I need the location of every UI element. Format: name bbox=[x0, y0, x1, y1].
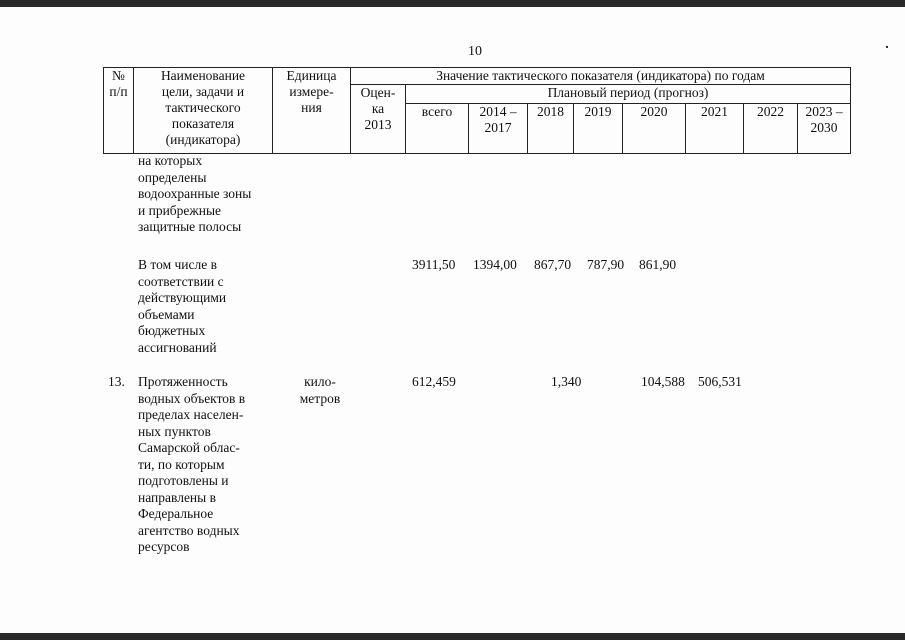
scan-edge-top bbox=[0, 0, 905, 7]
header-col-name: Наименование цели, задачи и тактического показателя (индикатора) bbox=[134, 68, 273, 154]
header-col-estimate: Оцен- ка 2013 bbox=[351, 85, 406, 154]
header-col-2018: 2018 bbox=[528, 104, 574, 154]
scan-speck bbox=[886, 46, 888, 48]
header-col-total: всего bbox=[406, 104, 469, 154]
header-col-2019: 2019 bbox=[574, 104, 623, 154]
budget-2020: 861,90 bbox=[639, 257, 677, 272]
header-col-2020: 2020 bbox=[623, 104, 686, 154]
header-plan-title: Плановый период (прогноз) bbox=[406, 85, 851, 104]
header-col-2014-2017: 2014 – 2017 bbox=[469, 104, 528, 154]
scan-edge-bottom bbox=[0, 633, 905, 640]
header-col-unit: Единица измере- ния bbox=[273, 68, 351, 154]
budget-2019: 787,90 bbox=[587, 257, 625, 272]
header-col-number: № п/п bbox=[104, 68, 134, 154]
cont-row-name: на которых определены водоохранные зоны и прибрежные защитные полосы bbox=[138, 153, 252, 234]
header-col-2022: 2022 bbox=[744, 104, 798, 154]
row13-unit: кило- метров bbox=[299, 374, 341, 406]
table-header bbox=[103, 67, 851, 154]
row13-total: 612,459 bbox=[412, 374, 456, 389]
header-col-2023-2030: 2023 – 2030 bbox=[798, 104, 851, 154]
page-number: 10 bbox=[468, 44, 482, 59]
header-group-title: Значение тактического показателя (индикатора) по годам bbox=[351, 68, 851, 85]
budget-total: 3911,50 bbox=[412, 257, 456, 272]
budget-row-name: В том числе в соответствии с действующими объемами бюджетных ассигнований bbox=[138, 257, 227, 355]
row13-name: Протяженность водных объектов в пределах населен- ных пунктов Самарской облас- ти, по которым подготовлены и направлены в Федеральное агентство водных ресурсов bbox=[138, 374, 246, 554]
row13-number: 13. bbox=[108, 374, 125, 389]
row13-2021: 506,531 bbox=[698, 374, 742, 389]
header-col-2021: 2021 bbox=[686, 104, 744, 154]
budget-2014-2017: 1394,00 bbox=[473, 257, 517, 272]
row13-2018: 1,340 bbox=[551, 374, 582, 389]
budget-2018: 867,70 bbox=[534, 257, 572, 272]
row13-2020: 104,588 bbox=[641, 374, 685, 389]
